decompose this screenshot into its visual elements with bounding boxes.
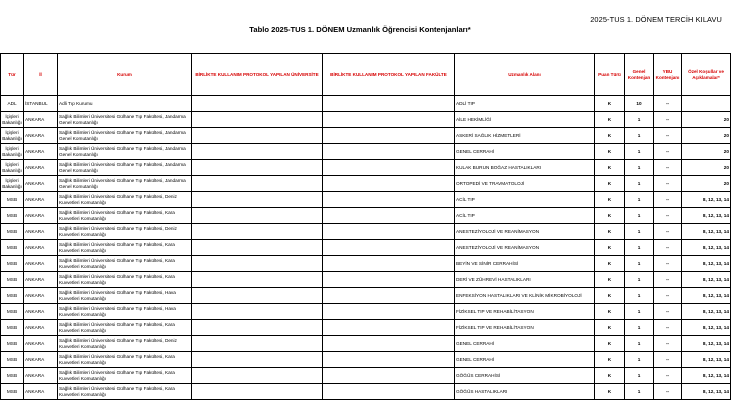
cell-fakulte	[323, 336, 455, 352]
cell-ybu-kontenjani: --	[654, 128, 682, 144]
table-row	[1, 336, 731, 352]
cell-genel-kontenjan: 1	[625, 288, 654, 304]
cell-il: ANKARA	[24, 224, 58, 240]
cell-fakulte	[323, 384, 455, 400]
cell-ybu-kontenjani: --	[654, 176, 682, 192]
cell-tur: MSB	[1, 384, 24, 400]
cell-il: ANKARA	[24, 304, 58, 320]
cell-tur: MSB	[1, 368, 24, 384]
cell-universite	[192, 112, 323, 128]
cell-fakulte	[323, 192, 455, 208]
document-running-header: 2025-TUS 1. DÖNEM TERCİH KILAVU	[590, 15, 722, 24]
cell-uzmanlik-alani: ANESTEZİYOLOJİ VE REANİMASYON	[455, 240, 595, 256]
table-row	[1, 112, 731, 128]
cell-tur: MSB	[1, 288, 24, 304]
cell-fakulte	[323, 320, 455, 336]
cell-il: ANKARA	[24, 384, 58, 400]
cell-uzmanlik-alani: ADLİ TIP	[455, 96, 595, 112]
cell-ybu-kontenjani: --	[654, 240, 682, 256]
cell-uzmanlik-alani: GENEL CERRAHİ	[455, 144, 595, 160]
cell-genel-kontenjan: 1	[625, 112, 654, 128]
cell-il: ANKARA	[24, 128, 58, 144]
cell-ozel-kosullar: 8, 12, 13, 14	[682, 256, 731, 272]
cell-ybu-kontenjani: --	[654, 144, 682, 160]
cell-universite	[192, 176, 323, 192]
cell-ybu-kontenjani: --	[654, 96, 682, 112]
cell-tur: MSB	[1, 192, 24, 208]
cell-puan-turu: K	[595, 160, 625, 176]
cell-uzmanlik-alani: AİLE HEKİMLİĞİ	[455, 112, 595, 128]
cell-ozel-kosullar: 20	[682, 112, 731, 128]
cell-genel-kontenjan: 1	[625, 304, 654, 320]
table-header-row	[1, 54, 731, 96]
cell-ozel-kosullar: 8, 12, 13, 14	[682, 288, 731, 304]
cell-puan-turu: K	[595, 304, 625, 320]
cell-ozel-kosullar: 20	[682, 144, 731, 160]
cell-puan-turu: K	[595, 176, 625, 192]
cell-puan-turu: K	[595, 368, 625, 384]
cell-il: ANKARA	[24, 144, 58, 160]
cell-kurum: Sağlık Bilimleri Üniversitesi Gülhane Tıp Fakültesi, Jandarma Genel Komutanlığı	[58, 160, 192, 176]
cell-kurum: Sağlık Bilimleri Üniversitesi Gülhane Tıp Fakültesi, Deniz Kuvvetleri Komutanlığı	[58, 224, 192, 240]
table-row	[1, 192, 731, 208]
cell-kurum: Sağlık Bilimleri Üniversitesi Gülhane Tıp Fakültesi, Kara Kuvvetleri Komutanlığı	[58, 256, 192, 272]
cell-fakulte	[323, 128, 455, 144]
cell-il: ANKARA	[24, 160, 58, 176]
table-row	[1, 128, 731, 144]
header-il: İl	[24, 54, 58, 96]
cell-genel-kontenjan: 1	[625, 352, 654, 368]
cell-puan-turu: K	[595, 272, 625, 288]
cell-kurum: Sağlık Bilimleri Üniversitesi Gülhane Tıp Fakültesi, Kara Kuvvetleri Komutanlığı	[58, 272, 192, 288]
cell-tur: İçişleri Bakanlığı	[1, 144, 24, 160]
cell-ybu-kontenjani: --	[654, 304, 682, 320]
cell-il: ANKARA	[24, 176, 58, 192]
cell-fakulte	[323, 352, 455, 368]
cell-universite	[192, 256, 323, 272]
cell-il: ANKARA	[24, 320, 58, 336]
cell-tur: İçişleri Bakanlığı	[1, 176, 24, 192]
cell-kurum: Sağlık Bilimleri Üniversitesi Gülhane Tıp Fakültesi, Kara Kuvvetleri Komutanlığı	[58, 352, 192, 368]
cell-tur: İçişleri Bakanlığı	[1, 112, 24, 128]
cell-genel-kontenjan: 1	[625, 272, 654, 288]
cell-universite	[192, 368, 323, 384]
cell-universite	[192, 336, 323, 352]
cell-universite	[192, 128, 323, 144]
cell-tur: MSB	[1, 208, 24, 224]
cell-fakulte	[323, 176, 455, 192]
table-row	[1, 96, 731, 112]
cell-il: ANKARA	[24, 352, 58, 368]
cell-il: ANKARA	[24, 368, 58, 384]
cell-ybu-kontenjani: --	[654, 368, 682, 384]
cell-kurum: Sağlık Bilimleri Üniversitesi Gülhane Tıp Fakültesi, Jandarma Genel Komutanlığı	[58, 144, 192, 160]
cell-uzmanlik-alani: ACİL TIP	[455, 192, 595, 208]
header-puan-turu: Puan Türü	[595, 54, 625, 96]
cell-uzmanlik-alani: GÖĞÜS CERRAHİSİ	[455, 368, 595, 384]
cell-il: ANKARA	[24, 240, 58, 256]
cell-genel-kontenjan: 10	[625, 96, 654, 112]
header-ybu-kontenjani: YBU Kontenjanı	[654, 54, 682, 96]
cell-ozel-kosullar: 20	[682, 128, 731, 144]
header-genel-kontenjan: Genel Kontenjan	[625, 54, 654, 96]
cell-fakulte	[323, 160, 455, 176]
cell-tur: MSB	[1, 240, 24, 256]
cell-ybu-kontenjani: --	[654, 192, 682, 208]
cell-universite	[192, 288, 323, 304]
table-title: Tablo 2025-TUS 1. DÖNEM Uzmanlık Öğrencisi Kontenjanları*	[249, 25, 471, 34]
cell-fakulte	[323, 112, 455, 128]
cell-ybu-kontenjani: --	[654, 224, 682, 240]
cell-fakulte	[323, 272, 455, 288]
cell-ozel-kosullar: 8, 12, 13, 14	[682, 208, 731, 224]
cell-tur: MSB	[1, 256, 24, 272]
cell-puan-turu: K	[595, 320, 625, 336]
cell-puan-turu: K	[595, 192, 625, 208]
cell-kurum: Sağlık Bilimleri Üniversitesi Gülhane Tıp Fakültesi, Jandarma Genel Komutanlığı	[58, 176, 192, 192]
cell-genel-kontenjan: 1	[625, 128, 654, 144]
cell-tur: MSB	[1, 352, 24, 368]
cell-genel-kontenjan: 1	[625, 208, 654, 224]
cell-ozel-kosullar: 8, 12, 13, 14	[682, 320, 731, 336]
cell-ybu-kontenjani: --	[654, 320, 682, 336]
cell-tur: MSB	[1, 272, 24, 288]
cell-universite	[192, 144, 323, 160]
cell-puan-turu: K	[595, 352, 625, 368]
cell-uzmanlik-alani: ASKERİ SAĞLIK HİZMETLERİ	[455, 128, 595, 144]
table-row	[1, 208, 731, 224]
table-row	[1, 272, 731, 288]
cell-universite	[192, 304, 323, 320]
header-birlikte-universite: BİRLİKTE KULLANIM PROTOKOL YAPILAN ÜNİVERSİTE	[192, 54, 323, 96]
cell-genel-kontenjan: 1	[625, 176, 654, 192]
cell-uzmanlik-alani: GÖĞÜS HASTALIKLARI	[455, 384, 595, 400]
cell-puan-turu: K	[595, 240, 625, 256]
cell-uzmanlik-alani: ACİL TIP	[455, 208, 595, 224]
cell-fakulte	[323, 208, 455, 224]
cell-fakulte	[323, 368, 455, 384]
cell-ybu-kontenjani: --	[654, 208, 682, 224]
cell-universite	[192, 352, 323, 368]
cell-ybu-kontenjani: --	[654, 112, 682, 128]
cell-puan-turu: K	[595, 224, 625, 240]
cell-genel-kontenjan: 1	[625, 144, 654, 160]
cell-ozel-kosullar: 8, 12, 13, 14	[682, 272, 731, 288]
cell-ozel-kosullar: 8, 12, 13, 14	[682, 384, 731, 400]
cell-puan-turu: K	[595, 112, 625, 128]
cell-ozel-kosullar: 8, 12, 13, 14	[682, 192, 731, 208]
cell-uzmanlik-alani: BEYİN VE SİNİR CERRAHİSİ	[455, 256, 595, 272]
cell-ozel-kosullar: 8, 12, 13, 14	[682, 304, 731, 320]
table-row	[1, 160, 731, 176]
cell-uzmanlik-alani: DERİ VE ZÜHREVİ HASTALIKLARI	[455, 272, 595, 288]
cell-fakulte	[323, 304, 455, 320]
header-tur: Tür	[1, 54, 24, 96]
cell-kurum: Sağlık Bilimleri Üniversitesi Gülhane Tıp Fakültesi, Hava Kuvvetleri Komutanlığı	[58, 304, 192, 320]
cell-il: ANKARA	[24, 288, 58, 304]
cell-genel-kontenjan: 1	[625, 336, 654, 352]
table-row	[1, 256, 731, 272]
cell-puan-turu: K	[595, 288, 625, 304]
cell-tur: MSB	[1, 304, 24, 320]
cell-ybu-kontenjani: --	[654, 384, 682, 400]
cell-puan-turu: K	[595, 208, 625, 224]
cell-ozel-kosullar: 8, 12, 13, 14	[682, 224, 731, 240]
cell-kurum: Sağlık Bilimleri Üniversitesi Gülhane Tıp Fakültesi, Deniz Kuvvetleri Komutanlığı	[58, 336, 192, 352]
cell-fakulte	[323, 144, 455, 160]
cell-fakulte	[323, 96, 455, 112]
cell-universite	[192, 160, 323, 176]
cell-kurum: Sağlık Bilimleri Üniversitesi Gülhane Tıp Fakültesi, Kara Kuvvetleri Komutanlığı	[58, 208, 192, 224]
cell-puan-turu: K	[595, 144, 625, 160]
cell-kurum: Sağlık Bilimleri Üniversitesi Gülhane Tıp Fakültesi, Kara Kuvvetleri Komutanlığı	[58, 320, 192, 336]
cell-genel-kontenjan: 1	[625, 160, 654, 176]
cell-il: ANKARA	[24, 208, 58, 224]
header-kurum: Kurum	[58, 54, 192, 96]
header-ozel-kosullar: Özel Koşullar ve Açıklamalar*	[682, 54, 731, 96]
quota-table	[0, 53, 731, 400]
cell-uzmanlik-alani: FİZİKSEL TIP VE REHABİLİTASYON	[455, 304, 595, 320]
cell-ybu-kontenjani: --	[654, 272, 682, 288]
cell-universite	[192, 384, 323, 400]
table-row	[1, 240, 731, 256]
table-row	[1, 320, 731, 336]
cell-ozel-kosullar	[682, 96, 731, 112]
cell-tur: MSB	[1, 320, 24, 336]
cell-uzmanlik-alani: FİZİKSEL TIP VE REHABİLİTASYON	[455, 320, 595, 336]
cell-genel-kontenjan: 1	[625, 384, 654, 400]
cell-ybu-kontenjani: --	[654, 256, 682, 272]
cell-il: ANKARA	[24, 256, 58, 272]
cell-puan-turu: K	[595, 256, 625, 272]
cell-ybu-kontenjani: --	[654, 288, 682, 304]
cell-uzmanlik-alani: KULAK BURUN BOĞAZ HASTALIKLARI	[455, 160, 595, 176]
cell-puan-turu: K	[595, 128, 625, 144]
cell-ozel-kosullar: 8, 12, 13, 14	[682, 352, 731, 368]
table-row	[1, 304, 731, 320]
cell-puan-turu: K	[595, 384, 625, 400]
cell-genel-kontenjan: 1	[625, 256, 654, 272]
cell-uzmanlik-alani: ENFEKSİYON HASTALIKLARI VE KLİNİK MİKROBİYOLOJİ	[455, 288, 595, 304]
cell-universite	[192, 240, 323, 256]
cell-ozel-kosullar: 20	[682, 160, 731, 176]
table-row	[1, 288, 731, 304]
cell-ozel-kosullar: 20	[682, 176, 731, 192]
cell-il: ANKARA	[24, 336, 58, 352]
cell-genel-kontenjan: 1	[625, 368, 654, 384]
cell-il: İSTANBUL	[24, 96, 58, 112]
cell-universite	[192, 224, 323, 240]
cell-ozel-kosullar: 8, 12, 13, 14	[682, 368, 731, 384]
cell-tur: İçişleri Bakanlığı	[1, 128, 24, 144]
cell-ybu-kontenjani: --	[654, 160, 682, 176]
cell-kurum: Adli Tıp Kurumu	[58, 96, 192, 112]
cell-ozel-kosullar: 8, 12, 13, 14	[682, 336, 731, 352]
table-row	[1, 384, 731, 400]
table-row	[1, 176, 731, 192]
cell-tur: İçişleri Bakanlığı	[1, 160, 24, 176]
cell-kurum: Sağlık Bilimleri Üniversitesi Gülhane Tıp Fakültesi, Kara Kuvvetleri Komutanlığı	[58, 384, 192, 400]
cell-uzmanlik-alani: ORTOPEDİ VE TRAVMATOLOJİ	[455, 176, 595, 192]
table-row	[1, 224, 731, 240]
cell-universite	[192, 96, 323, 112]
cell-il: ANKARA	[24, 272, 58, 288]
cell-puan-turu: K	[595, 96, 625, 112]
cell-kurum: Sağlık Bilimleri Üniversitesi Gülhane Tıp Fakültesi, Kara Kuvvetleri Komutanlığı	[58, 368, 192, 384]
cell-il: ANKARA	[24, 192, 58, 208]
cell-fakulte	[323, 240, 455, 256]
cell-universite	[192, 208, 323, 224]
cell-kurum: Sağlık Bilimleri Üniversitesi Gülhane Tıp Fakültesi, Hava Kuvvetleri Komutanlığı	[58, 288, 192, 304]
cell-ybu-kontenjani: --	[654, 336, 682, 352]
cell-ozel-kosullar: 8, 12, 13, 14	[682, 240, 731, 256]
cell-fakulte	[323, 224, 455, 240]
cell-il: ANKARA	[24, 112, 58, 128]
header-birlikte-fakulte: BİRLİKTE KULLANIM PROTOKOL YAPILAN FAKÜLTE	[323, 54, 455, 96]
table-row	[1, 144, 731, 160]
cell-fakulte	[323, 256, 455, 272]
cell-kurum: Sağlık Bilimleri Üniversitesi Gülhane Tıp Fakültesi, Deniz Kuvvetleri Komutanlığı	[58, 192, 192, 208]
cell-genel-kontenjan: 1	[625, 224, 654, 240]
cell-kurum: Sağlık Bilimleri Üniversitesi Gülhane Tıp Fakültesi, Jandarma Genel Komutanlığı	[58, 112, 192, 128]
cell-tur: MSB	[1, 224, 24, 240]
cell-universite	[192, 192, 323, 208]
cell-uzmanlik-alani: GENEL CERRAHİ	[455, 336, 595, 352]
cell-universite	[192, 320, 323, 336]
cell-genel-kontenjan: 1	[625, 240, 654, 256]
cell-uzmanlik-alani: GENEL CERRAHİ	[455, 352, 595, 368]
table-row	[1, 368, 731, 384]
cell-universite	[192, 272, 323, 288]
cell-tur: MSB	[1, 336, 24, 352]
cell-tur: ADL	[1, 96, 24, 112]
cell-uzmanlik-alani: ANESTEZİYOLOJİ VE REANİMASYON	[455, 224, 595, 240]
cell-genel-kontenjan: 1	[625, 320, 654, 336]
cell-genel-kontenjan: 1	[625, 192, 654, 208]
cell-kurum: Sağlık Bilimleri Üniversitesi Gülhane Tıp Fakültesi, Jandarma Genel Komutanlığı	[58, 128, 192, 144]
cell-ybu-kontenjani: --	[654, 352, 682, 368]
cell-kurum: Sağlık Bilimleri Üniversitesi Gülhane Tıp Fakültesi, Kara Kuvvetleri Komutanlığı	[58, 240, 192, 256]
cell-puan-turu: K	[595, 336, 625, 352]
table-row	[1, 352, 731, 368]
cell-fakulte	[323, 288, 455, 304]
header-uzmanlik-alani: Uzmanlık Alanı	[455, 54, 595, 96]
